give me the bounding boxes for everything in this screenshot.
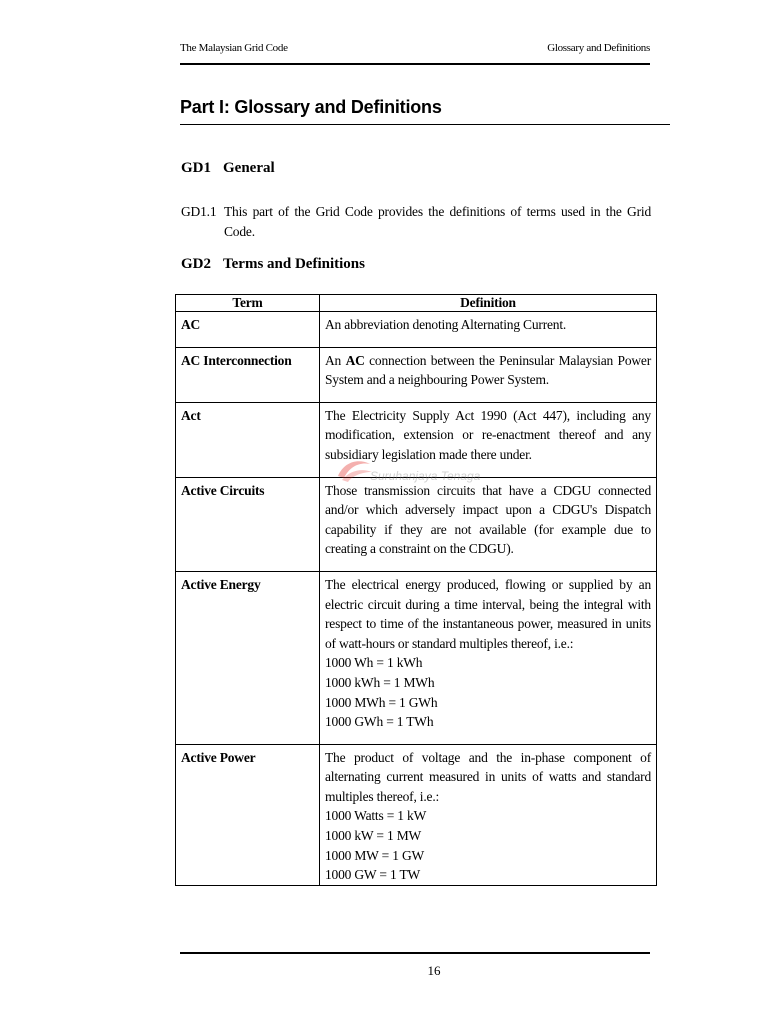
section-number: GD1 — [181, 160, 211, 176]
section-number: GD2 — [181, 256, 211, 272]
term-cell: Active Circuits — [176, 477, 320, 571]
term-cell: AC Interconnection — [176, 347, 320, 402]
table-row — [176, 571, 657, 744]
unit-line: 1000 kW = 1 MW — [325, 828, 422, 844]
definition-text: An abbreviation denoting Alternating Current. — [325, 317, 567, 332]
term-cell: Act — [176, 402, 320, 477]
table-row — [176, 744, 657, 885]
running-header — [180, 40, 650, 58]
table-row — [176, 477, 657, 571]
term-cell: Active Power — [176, 744, 320, 885]
part-title-rule — [180, 124, 670, 125]
definition-cell — [320, 312, 657, 348]
unit-line: 1000 Watts = 1 kW — [325, 808, 427, 824]
definition-cell — [320, 571, 657, 744]
definition-prefix: An — [325, 352, 346, 368]
unit-line: 1000 Wh = 1 kWh — [325, 655, 423, 671]
section-title: Terms and Definitions — [223, 256, 365, 272]
definition-cell — [320, 347, 657, 402]
column-header-definition: Definition — [320, 295, 657, 312]
header-section-title: Glossary and Definitions — [547, 42, 650, 54]
definitions-table — [175, 294, 657, 886]
definition-cell — [320, 744, 657, 885]
definition-text: The electrical energy produced, flowing or supplied by an electric circuit during a time interval, being the integral with respect to time of the instantaneous power, measured in units of watt-hours or standard multiples thereof, i.e.: — [325, 576, 651, 651]
unit-line: 1000 GW = 1 TW — [325, 867, 421, 883]
page-number: 16 — [427, 963, 441, 978]
definition-bold-term: AC — [345, 352, 365, 368]
header-rule — [180, 63, 650, 65]
header-document-title: The Malaysian Grid Code — [180, 42, 288, 54]
unit-line: 1000 kWh = 1 MWh — [325, 674, 435, 690]
paragraph-text: This part of the Grid Code provides the definitions of terms used in the Grid Code. — [224, 204, 651, 239]
section-heading-gd2 — [181, 256, 365, 273]
unit-line: 1000 MW = 1 GW — [325, 847, 425, 863]
footer-rule — [180, 952, 650, 954]
column-header-term: Term — [176, 295, 320, 312]
definition-rest: connection between the Peninsular Malaysian Power System and a neighbouring Power System. — [325, 352, 652, 388]
definition-cell — [320, 477, 657, 571]
definition-cell — [320, 402, 657, 477]
table-row — [176, 347, 657, 402]
definition-text: Those transmission circuits that have a CDGU connected and/or which adversely impact upon a CDGU's Dispatch capability if they are not available (for example due to creating a constraint on the CDGU). — [325, 482, 651, 557]
paragraph-number: GD1.1 — [181, 204, 217, 219]
definition-text: The Electricity Supply Act 1990 (Act 447), including any modification, extension or re-enactment thereof and any subsidiary legislation made there under. — [325, 407, 651, 462]
unit-line: 1000 GWh = 1 TWh — [325, 714, 434, 730]
section-heading-gd1 — [181, 160, 275, 177]
term-cell: Active Energy — [176, 571, 320, 744]
table-row — [176, 312, 657, 348]
part-title: Part I: Glossary and Definitions — [180, 97, 442, 117]
table-header-row — [176, 295, 657, 312]
definition-text — [325, 351, 651, 390]
paragraph-gd1-1 — [181, 202, 651, 242]
definition-text: The product of voltage and the in-phase component of alternating current measured in units of watts and standard multiples thereof, i.e.: — [325, 749, 651, 804]
section-title: General — [223, 160, 275, 176]
table-row — [176, 402, 657, 477]
term-cell: AC — [176, 312, 320, 348]
watermark-text: Suruhanjaya Tenaga — [370, 469, 481, 483]
unit-line: 1000 MWh = 1 GWh — [325, 694, 438, 710]
